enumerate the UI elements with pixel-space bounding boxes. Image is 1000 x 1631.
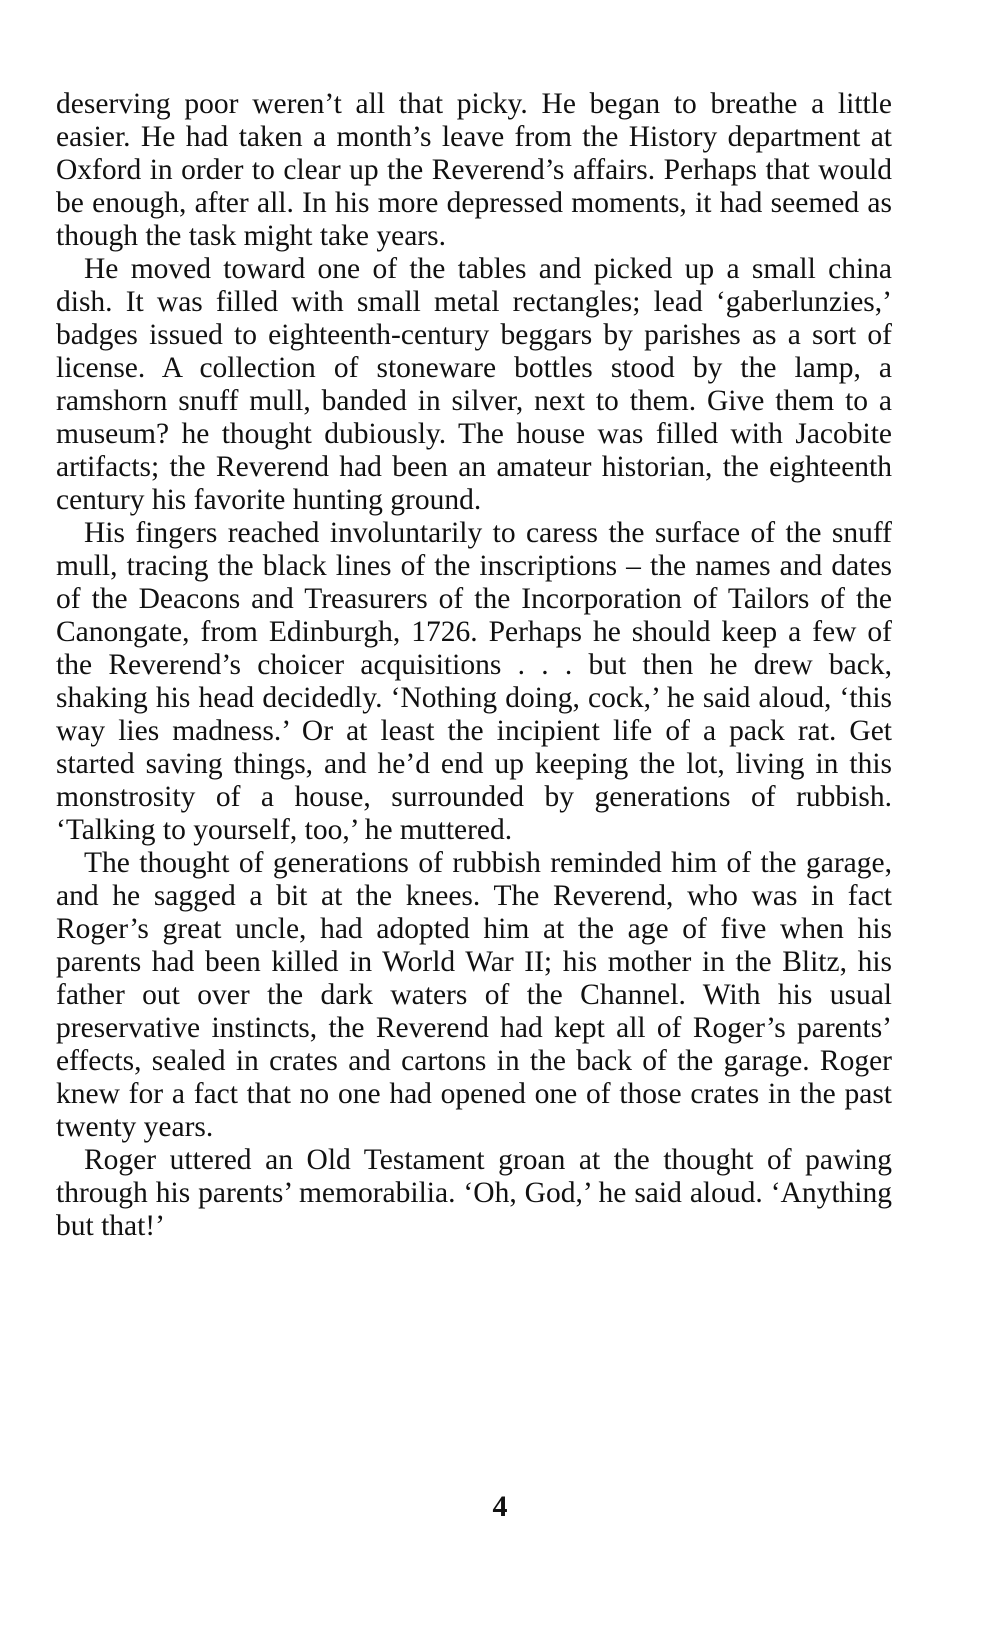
paragraph-1: deserving poor weren’t all that picky. He began to breathe a little easier. He had taken a month’s leave from the History department at Oxford in order to clear up the Reverend’s affairs. Perhaps that would be enough, after all. In his more depressed moments, it had seemed as though the task might take years.: [56, 88, 892, 252]
paragraph-5: Roger uttered an Old Testament groan at the thought of pawing through his parents’ memorabilia. ‘Oh, God,’ he said aloud. ‘Anything but that!’: [56, 1144, 892, 1242]
paragraph-3: His fingers reached involuntarily to caress the surface of the snuff mull, tracing the black lines of the inscriptions – the names and dates of the Deacons and Treasurers of the Incorporation of Tailors of the Canongate, from Edinburgh, 1726. Perhaps he should keep a few of the Reverend’s choicer acquisitions . . . but then he drew back, shaking his head decidedly. ‘Nothing doing, cock,’ he said aloud, ‘this way lies madness.’ Or at least the incipient life of a pack rat. Get started saving things, and he’d end up keeping the lot, living in this monstrosity of a house, surrounded by generations of rubbish. ‘Talking to yourself, too,’ he muttered.: [56, 517, 892, 846]
paragraph-2: He moved toward one of the tables and picked up a small china dish. It was filled with small metal rectangles; lead ‘gaberlunzies,’ badges issued to eighteenth-century beggars by parishes as a sort of license. A collection of stoneware bottles stood by the lamp, a ramshorn snuff mull, banded in silver, next to them. Give them to a museum? he thought dubiously. The house was filled with Jacobite artifacts; the Reverend had been an amateur historian, the eighteenth century his favorite hunting ground.: [56, 253, 892, 516]
paragraph-4: The thought of generations of rubbish reminded him of the garage, and he sagged a bit at the knees. The Reverend, who was in fact Roger’s great uncle, had adopted him at the age of five when his parents had been killed in World War II; his mother in the Blitz, his father out over the dark waters of the Channel. With his usual preservative instincts, the Reverend had kept all of Roger’s parents’ effects, sealed in crates and cartons in the back of the garage. Roger knew for a fact that no one had opened one of those crates in the past twenty years.: [56, 847, 892, 1143]
page-number: 4: [492, 1490, 508, 1523]
body-text: [56, 88, 892, 1243]
